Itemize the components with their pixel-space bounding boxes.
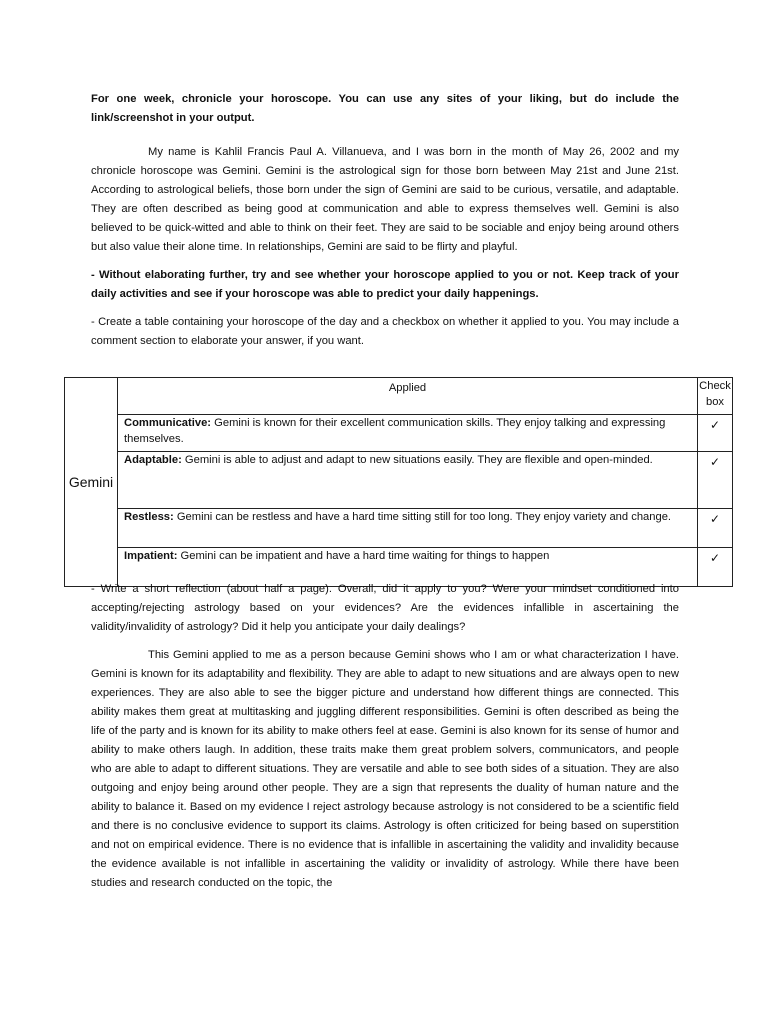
checkbox-header: Check box xyxy=(698,378,733,415)
trait-description: Gemini is able to adjust and adapt to new situations easily. They are flexible and open-minded. xyxy=(181,454,653,466)
checkbox[interactable]: ✓ xyxy=(698,509,733,548)
document-page xyxy=(91,90,679,351)
trait-description: Gemini can be restless and have a hard time sitting still for too long. They enjoy variety and change. xyxy=(173,511,672,523)
sign-cell: Gemini xyxy=(65,378,118,587)
step-two-instruction: - Create a table containing your horoscope of the day and a checkbox on whether it applied to you. You may include a comment section to elaborate your answer, if you want. xyxy=(91,316,679,347)
applied-header: Applied xyxy=(118,378,698,415)
bio-paragraph: My name is Kahlil Francis Paul A. Villanueva, and I was born in the month of May 26, 2002 and my chronicle horoscope was Gemini. Gemini is the astrological sign for those born between May 21st and June 21st. According to astrological beliefs, those born under the sign of Gemini are said to be curious, versatile, and adaptable. They are often described as being good at communication and able to express themselves well. Gemini is also believed to be quick-witted and able to think on their feet. They are said to be sociable and enjoy being around others but also value their alone time. In relationships, Gemini are said to be flirty and playful. xyxy=(91,146,679,253)
horoscope-table xyxy=(64,377,733,587)
table-row xyxy=(65,509,733,548)
step-one-instruction: - Without elaborating further, try and see whether your horoscope applied to you or not. Keep track of your daily activities and see if your horoscope was able to predict your daily happenings. xyxy=(91,269,679,300)
table-row xyxy=(65,415,733,452)
checkbox[interactable]: ✓ xyxy=(698,452,733,509)
assignment-intro: For one week, chronicle your horoscope. You can use any sites of your liking, but do include the link/screenshot in your output. xyxy=(91,93,679,124)
trait-description: Gemini is known for their excellent communication skills. They enjoy talking and expressing themselves. xyxy=(124,417,666,445)
checkbox[interactable]: ✓ xyxy=(698,415,733,452)
trait-description: Gemini can be impatient and have a hard time waiting for things to happen xyxy=(177,550,550,562)
table-row xyxy=(65,452,733,509)
trait-label: Impatient: xyxy=(124,550,178,562)
trait-cell xyxy=(118,452,698,509)
horoscope-table-wrapper xyxy=(64,377,733,587)
trait-cell xyxy=(118,415,698,452)
trait-cell xyxy=(118,509,698,548)
trait-label: Communicative: xyxy=(124,417,212,429)
trait-label: Adaptable: xyxy=(124,454,182,466)
reflection-prompt: - Write a short reflection (about half a page). Overall, did it apply to you? Were your mindset conditioned into accepting/rejecting astrology based on your evidences? Are the evidences infallible in ascertaining the validity/invalidity of astrology? Did it help you anticipate your daily dealings? xyxy=(91,583,679,633)
trait-label: Restless: xyxy=(124,511,174,523)
reflection-section xyxy=(91,580,679,893)
reflection-body: This Gemini applied to me as a person because Gemini shows who I am or what characterization I have. Gemini is known for its adaptability and flexibility. They are able to adapt to new situations and are always open to new experiences. They are also able to see the bigger picture and understand how different things are connected. This ability makes them great at multitasking and juggling different responsibilities. Gemini is often described as being the life of the party and is known for its ability to make others feel at ease. Gemini is also known for its sense of humor and ability to make others laugh. In addition, these traits make them great problem solvers, communicators, and people who are able to adapt to different situations. They are versatile and able to see both sides of a situation. They are also outgoing and enjoy being around other people. They are a sign that represents the duality of human nature and the ability to balance it. Based on my evidence I reject astrology because astrology is not considered to be a scientific field and there is no conclusive evidence to support its claims. Astrology is often criticized for being based on superstition and not on empirical evidence. There is no evidence that is infallible in ascertaining the validity and invalidity because the evidence available is not infallible in ascertaining the validity or invalidity of astrology. While there have been studies and research conducted on the topic, the xyxy=(91,649,679,889)
checkbox[interactable]: ✓ xyxy=(698,548,733,587)
